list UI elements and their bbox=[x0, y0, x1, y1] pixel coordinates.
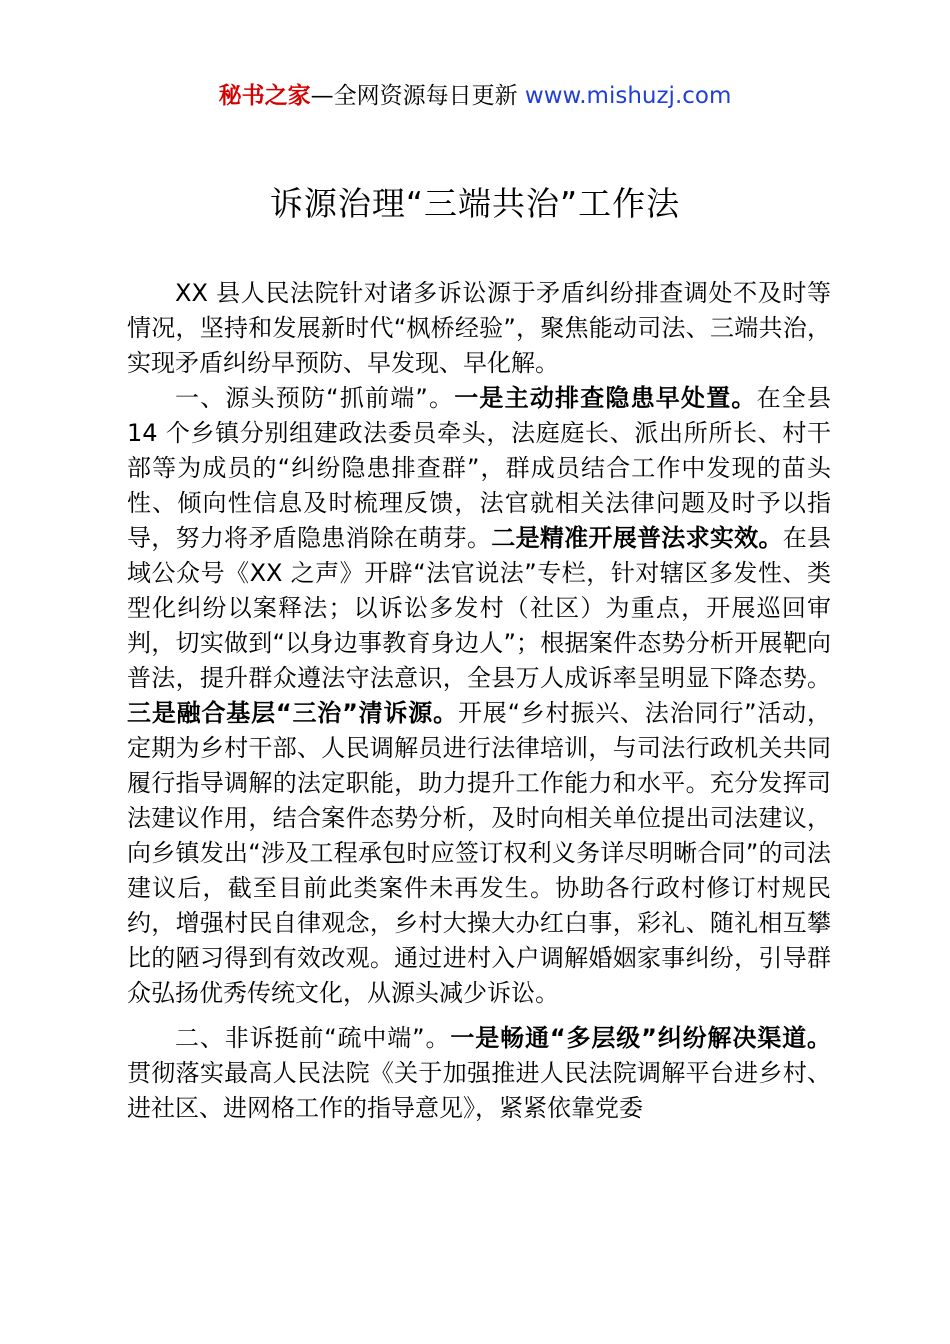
section1-point3-title: 三是融合基层“三治”清诉源。 bbox=[127, 699, 458, 727]
section1-point2-text: 在县域公众号《XX 之声》开辟“法官说法”专栏，针对辖区多发性、类型化纠纷以案释法；以诉讼多发村（社区）为重点，开展巡回审判，切实做到“以身边事教育身边人”；根据案件态势分析开展靶向普法，提升群众遵法守法意识，全县万人成诉率呈明显下降态势。 bbox=[127, 524, 832, 692]
section1-paragraph bbox=[127, 381, 831, 1011]
section1-point3-text: 开展“乡村振兴、法治同行”活动，定期为乡村干部、人民调解员进行法律培训，与司法行政机关共同履行指导调解的法定职能，助力提升工作能力和水平。充分发挥司法建议作用，结合案件态势分析，及时向相关单位提出司法建议，向乡镇发出“涉及工程承包时应签订权利义务详尽明晰合同”的司法建议后，截至目前此类案件未再发生。协助各行政村修订村规民约，增强村民自律观念，乡村大操大办红白事，彩礼、随礼相互攀比的陋习得到有效改观。通过进村入户调解婚姻家事纠纷，引导群众弘扬优秀传统文化，从源头减少诉讼。 bbox=[127, 699, 831, 1007]
site-url-link[interactable]: www.mishuzj.com bbox=[524, 83, 732, 109]
section1-point1-text: 在全县 14 个乡镇分别组建政法委员牵头，法庭庭长、派出所所长、村干部等为成员的“纠纷隐患排查群”，群成员结合工作中发现的苗头性、倾向性信息及时梳理反馈，法官就相关法律问题及时予以指导，努力将矛盾隐患消除在萌芽。 bbox=[127, 384, 832, 552]
intro-paragraph: XX 县人民法院针对诸多诉讼源于矛盾纠纷排查调处不及时等情况，坚持和发展新时代“枫桥经验”，聚焦能动司法、三端共治，实现矛盾纠纷早预防、早发现、早化解。 bbox=[127, 279, 831, 377]
site-header bbox=[0, 80, 950, 112]
section2-paragraph bbox=[127, 1021, 831, 1126]
section1-point2-title: 二是精准开展普法求实效。 bbox=[491, 524, 783, 552]
section2-point1-text: 贯彻落实最高人民法院《关于加强推进人民法院调解平台进乡村、进社区、进网格工作的指导意见》，紧紧依靠党委 bbox=[127, 1059, 831, 1122]
section1-heading: 一、源头预防“抓前端”。 bbox=[175, 384, 455, 412]
section2-heading: 二、非诉挺前“疏中端”。 bbox=[175, 1024, 451, 1052]
document-title: 诉源治理“三端共治”工作法 bbox=[269, 184, 681, 223]
section2-point1-title: 一是畅通“多层级”纠纷解决渠道。 bbox=[450, 1024, 832, 1052]
site-brand: 秘书之家 bbox=[218, 83, 311, 109]
section1-point1-title: 一是主动排查隐患早处置。 bbox=[454, 384, 757, 412]
document-body bbox=[127, 276, 831, 1126]
site-tagline: —全网资源每日更新 bbox=[310, 83, 518, 109]
